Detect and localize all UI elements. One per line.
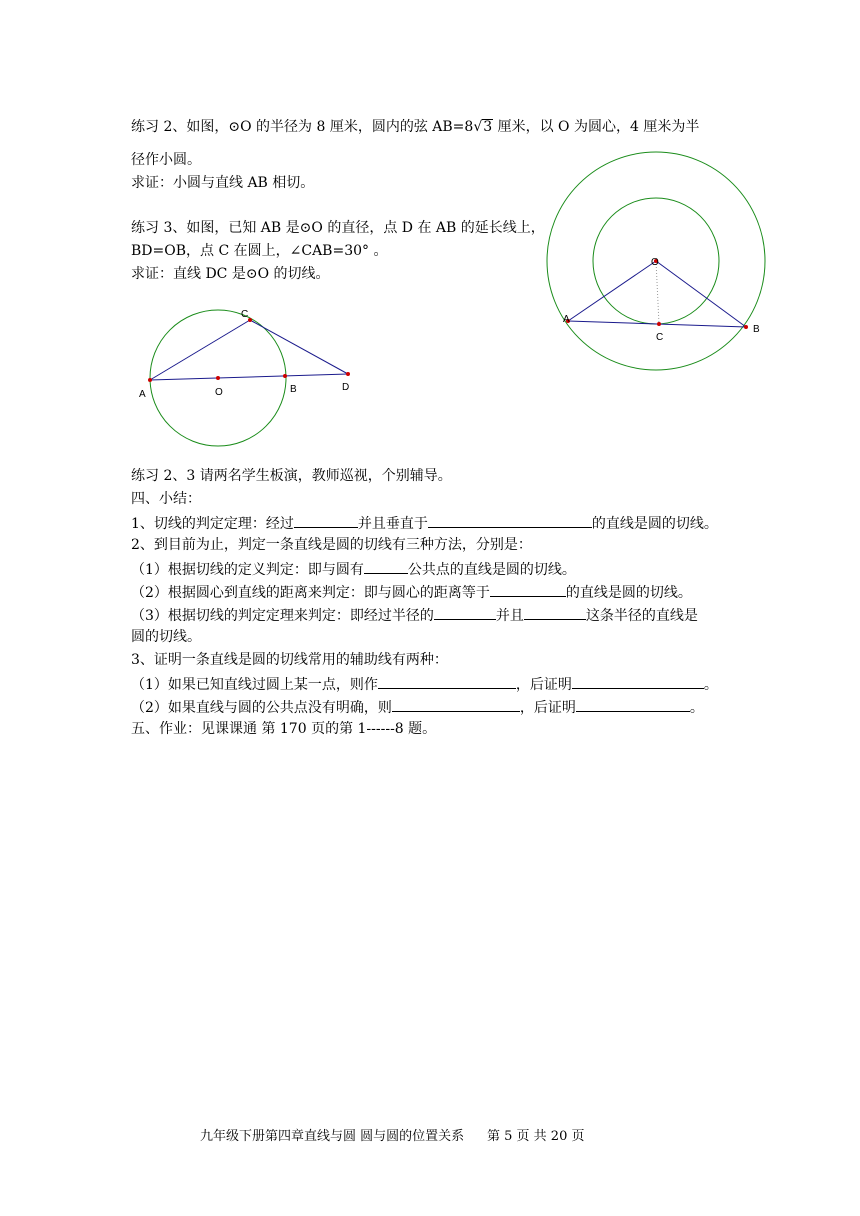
blank-field[interactable] [524, 604, 586, 620]
blank-field[interactable] [490, 581, 566, 597]
point-D [346, 372, 350, 376]
label-C: C [656, 332, 664, 343]
point-A [148, 378, 152, 382]
label-O: O [651, 257, 659, 268]
exercise2-line2: 径作小圆。 [131, 152, 201, 168]
summary-item3: 3、证明一条直线是圆的切线常用的辅助线有两种： [131, 652, 448, 668]
exercise3-line2: BD=OB，点 C 在圆上，∠CAB=30° 。 [131, 243, 388, 259]
method3-continuation: 圆的切线。 [131, 629, 201, 645]
method3-text-a: （3）根据切线的判定定理来判定：即经过半径的 [131, 608, 434, 624]
body-line1: 练习 2、3 请两名学生板演，教师巡视，个别辅导。 [131, 468, 452, 484]
blank-field[interactable] [576, 696, 690, 712]
label-C: C [241, 309, 249, 320]
blank-field[interactable] [434, 604, 496, 620]
exercise3-proof-statement: 求证：直线 DC 是⊙O 的切线。 [131, 266, 330, 282]
exercise2-line1-text: 练习 2、如图，⊙O 的半径为 8 厘米，圆内的弦 AB=8 [131, 119, 474, 135]
method3 [131, 604, 698, 626]
case2-text-c: 。 [689, 700, 704, 716]
summary-item1 [131, 512, 718, 534]
label-B: B [753, 324, 760, 335]
blank-field[interactable] [378, 673, 516, 689]
homework-line: 五、作业：见课课通 第 170 页的第 1------8 题。 [131, 721, 437, 737]
exercise2-line1 [131, 117, 699, 137]
case1-text-c: 。 [703, 677, 718, 693]
sqrt-expression [473, 117, 493, 137]
case2-text-b: ，后证明 [519, 700, 576, 716]
label-A: A [563, 314, 570, 325]
segment-OC-dashed [656, 261, 659, 324]
label-A: A [139, 389, 146, 400]
segment-CD [250, 320, 348, 374]
blank-field[interactable] [392, 696, 520, 712]
point-C [657, 322, 661, 326]
case1-text-b: ，后证明 [515, 677, 572, 693]
segment-AD [150, 374, 348, 380]
case2-text-a: （2）如果直线与圆的公共点没有明确，则 [131, 700, 392, 716]
concentric-circles-figure [545, 150, 775, 385]
summary-item1-text-b: 并且垂直于 [357, 516, 428, 532]
footer-chapter-title: 九年级下册第四章直线与圆 圆与圆的位置关系 [200, 1129, 465, 1144]
tangent-circle-figure [130, 300, 370, 450]
sqrt-radicand: 3 [483, 119, 493, 135]
case1-text-a: （1）如果已知直线过圆上某一点，则作 [131, 677, 378, 693]
method3-text-b: 并且 [495, 608, 524, 624]
summary-item1-text-c: 的直线是圆的切线。 [591, 516, 718, 532]
sqrt-sign: √ [473, 119, 483, 135]
blank-field[interactable] [572, 673, 704, 689]
label-O: O [215, 387, 223, 398]
footer-page-number: 第 5 页 共 20 页 [487, 1129, 585, 1144]
blank-field[interactable] [294, 512, 358, 528]
label-D: D [342, 382, 350, 393]
exercise3-line1: 练习 3、如图，已知 AB 是⊙O 的直径，点 D 在 AB 的延长线上， [131, 220, 545, 236]
method1-text-b: 公共点的直线是圆的切线。 [407, 562, 576, 578]
method2-text-b: 的直线是圆的切线。 [565, 585, 692, 601]
point-O [216, 376, 220, 380]
method1 [131, 558, 576, 580]
point-C [248, 318, 252, 322]
auxiliary-line-case1 [131, 673, 718, 695]
method3-text-c: 这条半径的直线是 [585, 608, 698, 624]
segment-OA [568, 261, 656, 321]
auxiliary-line-case2 [131, 696, 704, 718]
blank-field[interactable] [364, 558, 408, 574]
summary-item2: 2、到目前为止，判定一条直线是圆的切线有三种方法，分别是： [131, 537, 532, 553]
point-B [744, 325, 748, 329]
point-B [283, 374, 287, 378]
exercise2-line1-text-end: 厘米，以 O 为圆心，4 厘米为半 [493, 119, 700, 135]
section-summary-heading: 四、小结： [131, 491, 201, 507]
segment-AC [150, 320, 250, 380]
summary-item1-text-a: 1、切线的判定定理：经过 [131, 516, 294, 532]
method1-text-a: （1）根据切线的定义判定：即与圆有 [131, 562, 364, 578]
method2-text-a: （2）根据圆心到直线的距离来判定：即与圆心的距离等于 [131, 585, 490, 601]
blank-field[interactable] [428, 512, 592, 528]
exercise2-proof-statement: 求证：小圆与直线 AB 相切。 [131, 175, 315, 191]
label-B: B [290, 384, 297, 395]
method2 [131, 581, 692, 603]
segment-OB [656, 261, 746, 327]
